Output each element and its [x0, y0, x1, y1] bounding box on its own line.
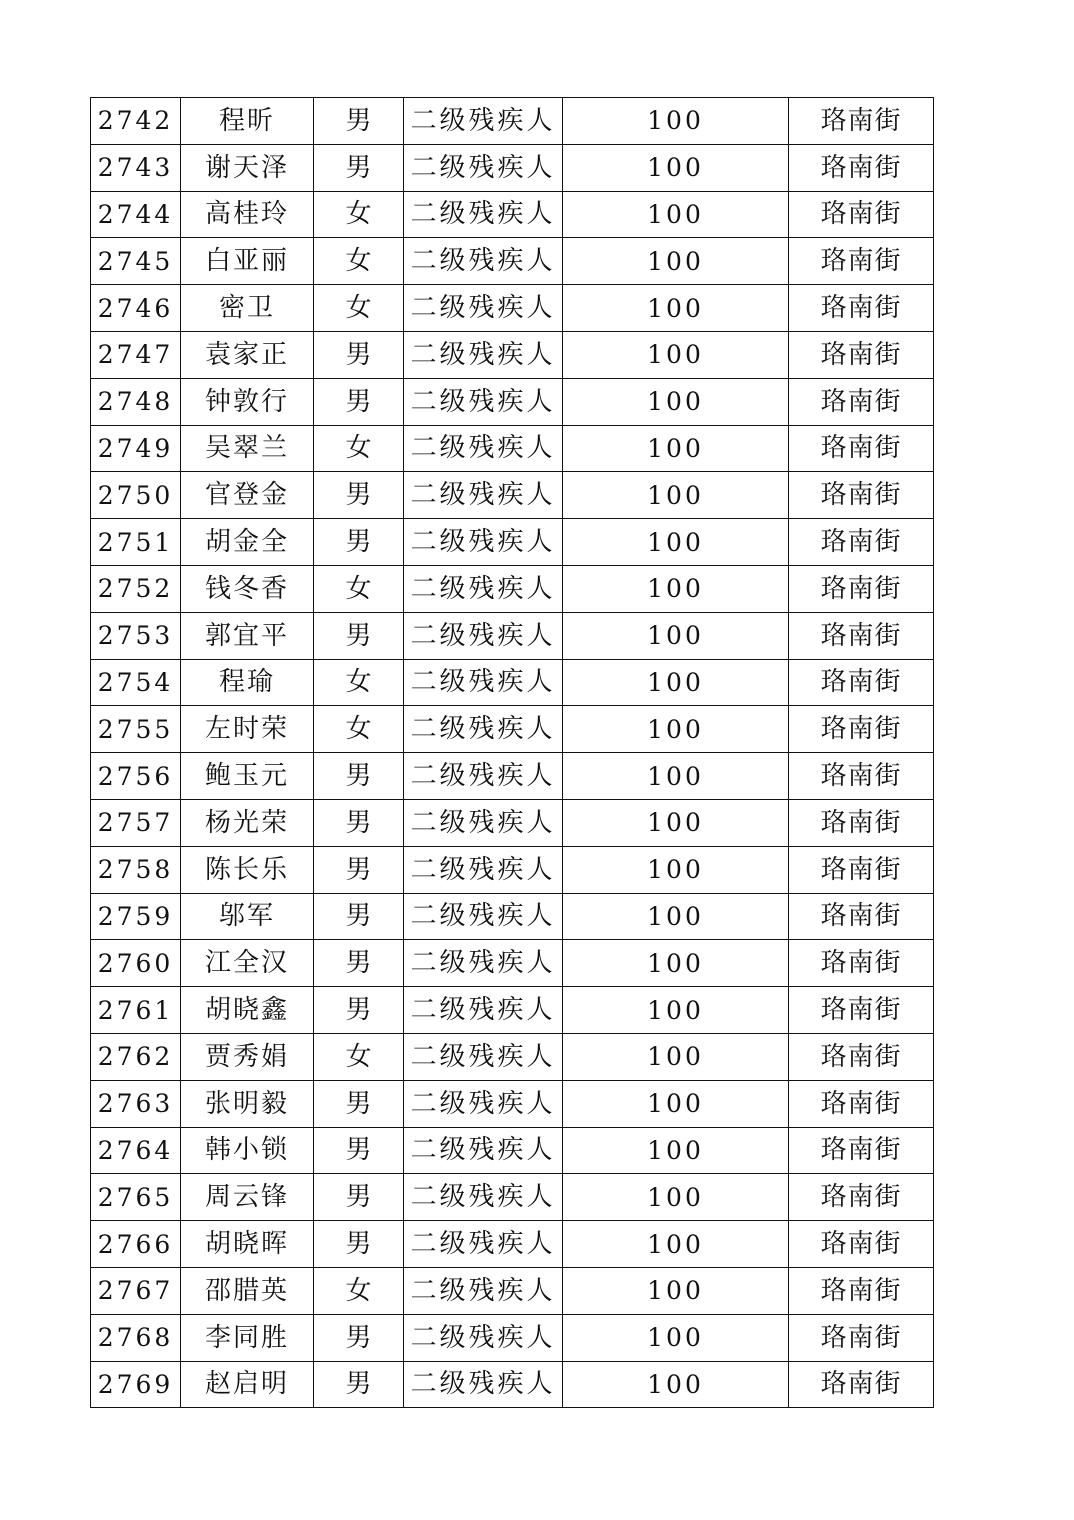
- row-number-cell: 2763: [91, 1080, 181, 1127]
- amount-cell: 100: [563, 238, 789, 285]
- street-cell: 珞南街: [789, 706, 934, 753]
- table-row: [91, 425, 934, 472]
- disability-category-cell: 二级残疾人: [404, 1361, 563, 1408]
- disability-category-cell: 二级残疾人: [404, 1033, 563, 1080]
- row-number-cell: 2765: [91, 1174, 181, 1221]
- gender-cell: 男: [314, 1080, 404, 1127]
- amount-cell: 100: [563, 144, 789, 191]
- table-row: [91, 706, 934, 753]
- gender-cell: 男: [314, 378, 404, 425]
- amount-cell: 100: [563, 893, 789, 940]
- disability-category-cell: 二级残疾人: [404, 706, 563, 753]
- gender-cell: 男: [314, 940, 404, 987]
- gender-cell: 男: [314, 519, 404, 566]
- table-row: [91, 519, 934, 566]
- table-row: [91, 1361, 934, 1408]
- name-cell: 钱冬香: [181, 565, 314, 612]
- disability-category-cell: 二级残疾人: [404, 940, 563, 987]
- name-cell: 江全汉: [181, 940, 314, 987]
- gender-cell: 男: [314, 472, 404, 519]
- street-cell: 珞南街: [789, 191, 934, 238]
- street-cell: 珞南街: [789, 519, 934, 566]
- row-number-cell: 2744: [91, 191, 181, 238]
- table-row: [91, 98, 934, 145]
- street-cell: 珞南街: [789, 659, 934, 706]
- table-row: [91, 659, 934, 706]
- disability-category-cell: 二级残疾人: [404, 1127, 563, 1174]
- name-cell: 韩小锁: [181, 1127, 314, 1174]
- gender-cell: 男: [314, 1221, 404, 1268]
- gender-cell: 男: [314, 144, 404, 191]
- amount-cell: 100: [563, 612, 789, 659]
- amount-cell: 100: [563, 706, 789, 753]
- row-number-cell: 2748: [91, 378, 181, 425]
- gender-cell: 女: [314, 285, 404, 332]
- street-cell: 珞南街: [789, 565, 934, 612]
- street-cell: 珞南街: [789, 1361, 934, 1408]
- gender-cell: 女: [314, 706, 404, 753]
- disability-category-cell: 二级残疾人: [404, 1174, 563, 1221]
- row-number-cell: 2743: [91, 144, 181, 191]
- table-row: [91, 1080, 934, 1127]
- street-cell: 珞南街: [789, 799, 934, 846]
- gender-cell: 男: [314, 1174, 404, 1221]
- name-cell: 白亚丽: [181, 238, 314, 285]
- disability-category-cell: 二级残疾人: [404, 612, 563, 659]
- street-cell: 珞南街: [789, 846, 934, 893]
- disability-category-cell: 二级残疾人: [404, 472, 563, 519]
- table-row: [91, 846, 934, 893]
- disability-category-cell: 二级残疾人: [404, 98, 563, 145]
- gender-cell: 男: [314, 1361, 404, 1408]
- amount-cell: 100: [563, 1314, 789, 1361]
- amount-cell: 100: [563, 753, 789, 800]
- name-cell: 左时荣: [181, 706, 314, 753]
- table-row: [91, 893, 934, 940]
- table-row: [91, 1127, 934, 1174]
- roster-table: [90, 97, 934, 1408]
- row-number-cell: 2753: [91, 612, 181, 659]
- gender-cell: 女: [314, 191, 404, 238]
- row-number-cell: 2759: [91, 893, 181, 940]
- disability-category-cell: 二级残疾人: [404, 846, 563, 893]
- disability-category-cell: 二级残疾人: [404, 285, 563, 332]
- street-cell: 珞南街: [789, 987, 934, 1034]
- name-cell: 郭宜平: [181, 612, 314, 659]
- street-cell: 珞南街: [789, 753, 934, 800]
- row-number-cell: 2750: [91, 472, 181, 519]
- name-cell: 胡晓晖: [181, 1221, 314, 1268]
- table-row: [91, 1174, 934, 1221]
- amount-cell: 100: [563, 519, 789, 566]
- name-cell: 高桂玲: [181, 191, 314, 238]
- disability-category-cell: 二级残疾人: [404, 238, 563, 285]
- street-cell: 珞南街: [789, 1033, 934, 1080]
- gender-cell: 男: [314, 893, 404, 940]
- row-number-cell: 2755: [91, 706, 181, 753]
- row-number-cell: 2766: [91, 1221, 181, 1268]
- name-cell: 周云锋: [181, 1174, 314, 1221]
- disability-category-cell: 二级残疾人: [404, 191, 563, 238]
- street-cell: 珞南街: [789, 1080, 934, 1127]
- street-cell: 珞南街: [789, 472, 934, 519]
- row-number-cell: 2761: [91, 987, 181, 1034]
- gender-cell: 男: [314, 846, 404, 893]
- table-row: [91, 378, 934, 425]
- name-cell: 张明毅: [181, 1080, 314, 1127]
- amount-cell: 100: [563, 191, 789, 238]
- amount-cell: 100: [563, 1174, 789, 1221]
- gender-cell: 女: [314, 565, 404, 612]
- table-row: [91, 753, 934, 800]
- row-number-cell: 2752: [91, 565, 181, 612]
- street-cell: 珞南街: [789, 144, 934, 191]
- row-number-cell: 2764: [91, 1127, 181, 1174]
- street-cell: 珞南街: [789, 940, 934, 987]
- street-cell: 珞南街: [789, 331, 934, 378]
- disability-category-cell: 二级残疾人: [404, 753, 563, 800]
- name-cell: 李同胜: [181, 1314, 314, 1361]
- table-row: [91, 940, 934, 987]
- name-cell: 鲍玉元: [181, 753, 314, 800]
- street-cell: 珞南街: [789, 1221, 934, 1268]
- name-cell: 胡晓鑫: [181, 987, 314, 1034]
- row-number-cell: 2762: [91, 1033, 181, 1080]
- table-row: [91, 472, 934, 519]
- name-cell: 程昕: [181, 98, 314, 145]
- gender-cell: 男: [314, 1314, 404, 1361]
- gender-cell: 男: [314, 799, 404, 846]
- table-row: [91, 238, 934, 285]
- street-cell: 珞南街: [789, 98, 934, 145]
- row-number-cell: 2758: [91, 846, 181, 893]
- street-cell: 珞南街: [789, 1127, 934, 1174]
- disability-category-cell: 二级残疾人: [404, 1080, 563, 1127]
- street-cell: 珞南街: [789, 612, 934, 659]
- amount-cell: 100: [563, 987, 789, 1034]
- gender-cell: 男: [314, 98, 404, 145]
- row-number-cell: 2768: [91, 1314, 181, 1361]
- amount-cell: 100: [563, 98, 789, 145]
- name-cell: 程瑜: [181, 659, 314, 706]
- gender-cell: 女: [314, 1033, 404, 1080]
- amount-cell: 100: [563, 1127, 789, 1174]
- amount-cell: 100: [563, 1361, 789, 1408]
- street-cell: 珞南街: [789, 425, 934, 472]
- disability-category-cell: 二级残疾人: [404, 331, 563, 378]
- gender-cell: 男: [314, 612, 404, 659]
- name-cell: 胡金全: [181, 519, 314, 566]
- gender-cell: 男: [314, 753, 404, 800]
- name-cell: 袁家正: [181, 331, 314, 378]
- name-cell: 钟敦行: [181, 378, 314, 425]
- row-number-cell: 2754: [91, 659, 181, 706]
- disability-category-cell: 二级残疾人: [404, 1314, 563, 1361]
- disability-category-cell: 二级残疾人: [404, 1267, 563, 1314]
- gender-cell: 女: [314, 659, 404, 706]
- table-row: [91, 144, 934, 191]
- gender-cell: 女: [314, 238, 404, 285]
- gender-cell: 女: [314, 1267, 404, 1314]
- amount-cell: 100: [563, 659, 789, 706]
- row-number-cell: 2756: [91, 753, 181, 800]
- disability-category-cell: 二级残疾人: [404, 519, 563, 566]
- row-number-cell: 2745: [91, 238, 181, 285]
- name-cell: 谢天泽: [181, 144, 314, 191]
- name-cell: 邵腊英: [181, 1267, 314, 1314]
- table-row: [91, 191, 934, 238]
- amount-cell: 100: [563, 1221, 789, 1268]
- amount-cell: 100: [563, 378, 789, 425]
- gender-cell: 男: [314, 1127, 404, 1174]
- disability-category-cell: 二级残疾人: [404, 565, 563, 612]
- amount-cell: 100: [563, 846, 789, 893]
- disability-category-cell: 二级残疾人: [404, 893, 563, 940]
- table-row: [91, 987, 934, 1034]
- name-cell: 杨光荣: [181, 799, 314, 846]
- disability-category-cell: 二级残疾人: [404, 987, 563, 1034]
- name-cell: 吴翠兰: [181, 425, 314, 472]
- amount-cell: 100: [563, 1033, 789, 1080]
- row-number-cell: 2749: [91, 425, 181, 472]
- name-cell: 贾秀娟: [181, 1033, 314, 1080]
- street-cell: 珞南街: [789, 238, 934, 285]
- street-cell: 珞南街: [789, 1174, 934, 1221]
- disability-category-cell: 二级残疾人: [404, 378, 563, 425]
- row-number-cell: 2751: [91, 519, 181, 566]
- street-cell: 珞南街: [789, 893, 934, 940]
- table-row: [91, 1314, 934, 1361]
- row-number-cell: 2746: [91, 285, 181, 332]
- gender-cell: 男: [314, 331, 404, 378]
- name-cell: 密卫: [181, 285, 314, 332]
- amount-cell: 100: [563, 331, 789, 378]
- gender-cell: 男: [314, 987, 404, 1034]
- street-cell: 珞南街: [789, 1267, 934, 1314]
- table-row: [91, 565, 934, 612]
- amount-cell: 100: [563, 425, 789, 472]
- table-row: [91, 331, 934, 378]
- roster-body: [91, 98, 934, 1408]
- amount-cell: 100: [563, 1080, 789, 1127]
- disability-category-cell: 二级残疾人: [404, 659, 563, 706]
- row-number-cell: 2757: [91, 799, 181, 846]
- disability-category-cell: 二级残疾人: [404, 425, 563, 472]
- amount-cell: 100: [563, 799, 789, 846]
- table-row: [91, 1221, 934, 1268]
- name-cell: 赵启明: [181, 1361, 314, 1408]
- amount-cell: 100: [563, 565, 789, 612]
- street-cell: 珞南街: [789, 1314, 934, 1361]
- amount-cell: 100: [563, 285, 789, 332]
- table-row: [91, 1267, 934, 1314]
- street-cell: 珞南街: [789, 378, 934, 425]
- table-row: [91, 285, 934, 332]
- street-cell: 珞南街: [789, 285, 934, 332]
- row-number-cell: 2767: [91, 1267, 181, 1314]
- disability-category-cell: 二级残疾人: [404, 1221, 563, 1268]
- gender-cell: 女: [314, 425, 404, 472]
- row-number-cell: 2747: [91, 331, 181, 378]
- row-number-cell: 2760: [91, 940, 181, 987]
- disability-category-cell: 二级残疾人: [404, 144, 563, 191]
- name-cell: 官登金: [181, 472, 314, 519]
- row-number-cell: 2742: [91, 98, 181, 145]
- amount-cell: 100: [563, 940, 789, 987]
- table-row: [91, 1033, 934, 1080]
- disability-category-cell: 二级残疾人: [404, 799, 563, 846]
- row-number-cell: 2769: [91, 1361, 181, 1408]
- amount-cell: 100: [563, 472, 789, 519]
- table-row: [91, 799, 934, 846]
- amount-cell: 100: [563, 1267, 789, 1314]
- name-cell: 邬军: [181, 893, 314, 940]
- name-cell: 陈长乐: [181, 846, 314, 893]
- table-row: [91, 612, 934, 659]
